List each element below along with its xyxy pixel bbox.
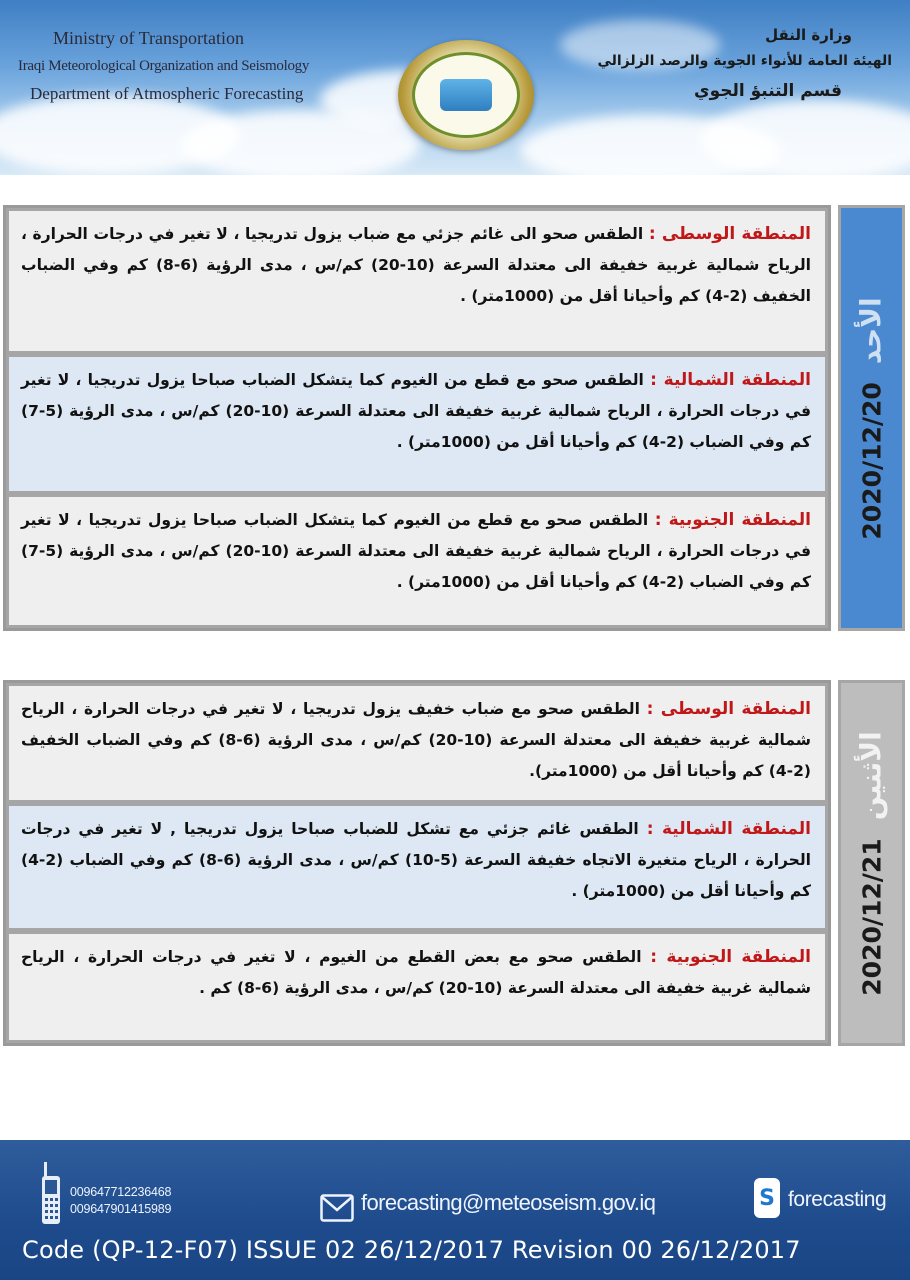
region-forecast-text: الطقس صحو مع قطع من الغيوم كما يتشكل الضباب صباحا يزول تدريجيا ، لا تغير في درجات الحرارة ، الرياح شمالية غربية خفيفة الى معتدلة السرعة (10-20) كم/س ، مدى الرؤية (5-7) كم وفي الضباب (2-4) كم وأحيانا أقل من (1000متر) . [21, 371, 811, 451]
email-link[interactable]: forecasting@meteoseism.gov.iq [361, 1190, 656, 1215]
region-name: المنطقة الجنوبية : [650, 947, 811, 967]
region-name: المنطقة الشمالية : [650, 370, 811, 390]
region-forecast-text: الطقس صحو مع قطع من الغيوم كما يتشكل الضباب صباحا يزول تدريجيا ، لا تغير في درجات الحرارة ، الرياح شمالية غربية خفيفة الى معتدلة السرعة (10-20) كم/س ، مدى الرؤية (5-7) كم وفي الضباب (2-4) كم وأحيانا أقل من (1000متر) . [21, 511, 811, 591]
day-name: الأحد [855, 296, 889, 364]
region-row-central [6, 683, 828, 803]
phone-number[interactable]: 009647901415989 [70, 1202, 172, 1216]
ministry-name-en: Ministry of Transportation [53, 28, 245, 48]
region-name: المنطقة الوسطى : [648, 224, 811, 244]
region-row-southern [6, 931, 828, 1043]
date-value: 2020/12/20 [858, 381, 888, 540]
region-forecast-text: الطقس صحو الى غائم جزئي مع ضباب يزول تدريجيا ، لا تغير في درجات الحرارة ، الرياح شمالية غربية خفيفة الى معتدلة السرعة (10-20) كم/س ، مدى الرؤية (6-8) كم وفي الضباب الخفيف (2-4) كم وأحيانا أقل من (1000متر) . [21, 225, 811, 305]
date-column-day2 [838, 680, 905, 1046]
region-row-northern [6, 354, 828, 494]
region-name: المنطقة الجنوبية : [654, 510, 811, 530]
page-header [0, 0, 910, 175]
forecast-table-day1 [3, 205, 831, 631]
header-arabic-block [542, 22, 892, 108]
mail-icon [320, 1194, 354, 1222]
date-value: 2020/12/21 [858, 837, 888, 996]
region-row-southern [6, 494, 828, 628]
logo-emblem [398, 40, 534, 150]
date-column-day1 [838, 205, 905, 631]
logo-cloud-icon [440, 79, 492, 111]
logo-ring [412, 52, 520, 138]
region-forecast-text: الطقس غائم جزئي مع تشكل للضباب صباحا يزول تدريجيا , لا تغير في درجات الحرارة ، الرياح متغيرة الاتجاه خفيفة السرعة (5-10) كم/س ، مدى الرؤية (6-8) كم وفي الضباب (2-4) كم وأحيانا أقل من (1000متر) . [21, 820, 811, 900]
date-label [855, 297, 888, 539]
page-footer [0, 1140, 910, 1280]
phone-number[interactable]: 009647712236468 [70, 1185, 172, 1199]
organization-name-en: Iraqi Meteorological Organization and Seismology [18, 58, 310, 74]
header-english-block [18, 24, 318, 108]
region-forecast-text: الطقس صحو مع ضباب خفيف يزول تدريجيا ، لا تغير في درجات الحرارة ، الرياح شمالية غربية خفيفة الى معتدلة السرعة (10-20) كم/س ، مدى الرؤية (6-8) كم وفي الضباب الخفيف (2-4) كم وأحيانا أقل من (1000متر). [21, 700, 811, 780]
phone-numbers [70, 1184, 171, 1218]
region-name: المنطقة الوسطى : [646, 699, 811, 719]
region-forecast-text: الطقس صحو مع بعض القطع من الغيوم ، لا تغير في درجات الحرارة ، الرياح شمالية غربية خفيفة الى معتدلة السرعة (10-20) كم/س ، مدى الرؤية (6-8) كم . [21, 948, 811, 997]
region-row-central [6, 208, 828, 354]
department-name-en: Department of Atmospheric Forecasting [30, 84, 304, 103]
ministry-name-ar: وزارة النقل [765, 26, 852, 44]
date-label [855, 731, 888, 995]
skype-icon: S [754, 1178, 780, 1218]
region-row-northern [6, 803, 828, 931]
organization-name-ar: الهيئة العامة للأنواء الجوية والرصد الزلزالي [597, 53, 892, 69]
cloud-decoration [700, 100, 910, 175]
region-name: المنطقة الشمالية : [646, 819, 811, 839]
phone-icon [40, 1162, 62, 1226]
document-code-line: Code (QP-12-F07) ISSUE 02 26/12/2017 Revision 00 26/12/2017 [22, 1236, 801, 1264]
skype-handle[interactable]: forecasting [788, 1188, 887, 1211]
day-name: الأثنين [855, 730, 889, 820]
department-name-ar: قسم التنبؤ الجوي [694, 81, 842, 101]
forecast-table-day2 [3, 680, 831, 1046]
